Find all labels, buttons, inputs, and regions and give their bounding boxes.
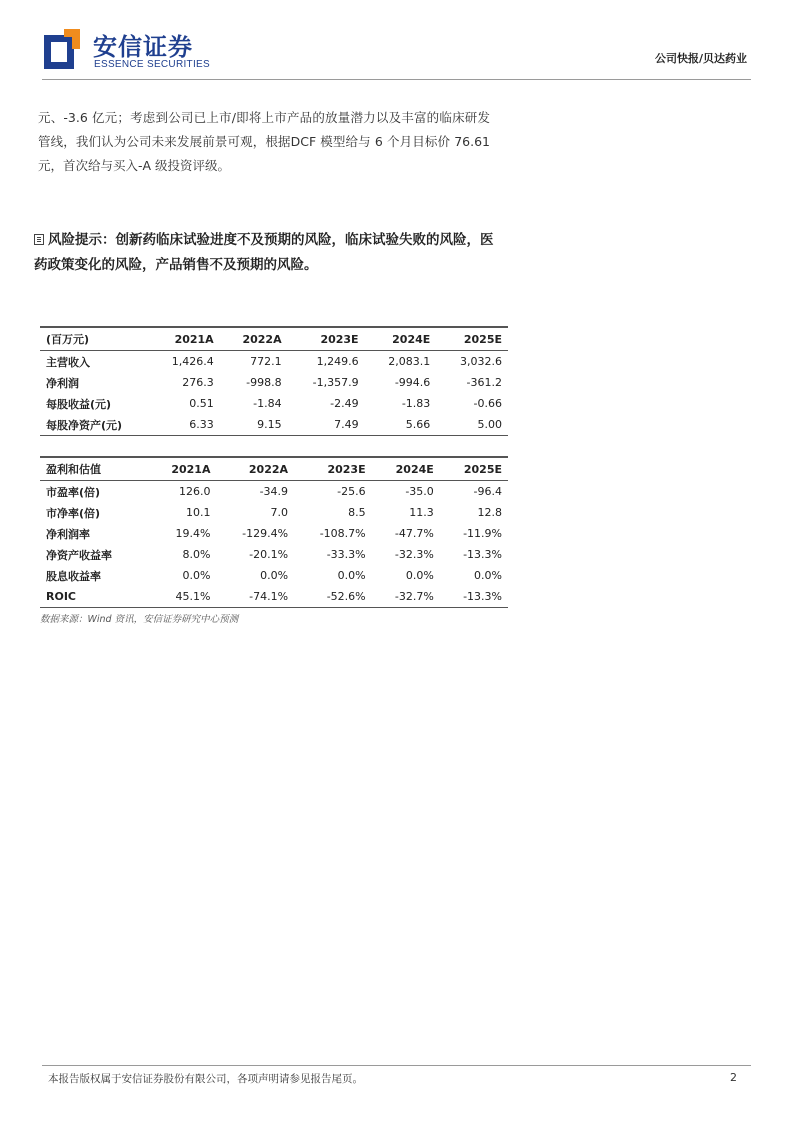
- body-paragraph: 元、-3.6 亿元；考虑到公司已上市/即将上市产品的放量潜力以及丰富的临床研发管线，我们认为公司未来发展前景可观，根据DCF 模型给与 6 个月目标价 76.61 元，首次给与买入-A 级投资评级。: [38, 110, 490, 173]
- table-cell: 8.0%: [182, 548, 211, 561]
- table-cell: 0.0%: [474, 569, 502, 582]
- table-cell: 5.66: [365, 414, 437, 436]
- table-header-cell: 2025E: [440, 457, 508, 481]
- table-cell: -0.66: [473, 397, 502, 410]
- table-header-cell: 2023E: [288, 327, 365, 351]
- table-cell: 772.1: [250, 355, 282, 368]
- table-cell: 每股收益(元): [46, 397, 112, 411]
- valuation-table: [40, 456, 508, 608]
- report-type: 公司快报/贝达药业: [654, 52, 747, 65]
- table-header-row: [40, 457, 508, 481]
- table-cell: 5.00: [436, 414, 508, 436]
- table-cell: 276.3: [182, 376, 214, 389]
- table-cell: -20.1%: [249, 548, 289, 561]
- table-row: [40, 544, 508, 565]
- table-cell: 0.0%: [337, 569, 366, 582]
- table-header-cell: (百万元): [40, 327, 148, 351]
- table-cell: -11.9%: [463, 527, 502, 540]
- data-source-note: 数据来源：Wind 资讯，安信证券研究中心预测: [40, 614, 239, 625]
- table-header-cell: 2023E: [294, 457, 372, 481]
- table-cell: -2.49: [330, 397, 359, 410]
- table-cell: 8.5: [348, 506, 366, 519]
- table-cell: -998.8: [246, 376, 282, 389]
- table-cell: ROIC: [40, 586, 148, 608]
- table-cell: 净资产收益率: [46, 548, 112, 562]
- table-cell: 0.0%: [260, 569, 289, 582]
- table-cell: -35.0: [405, 485, 434, 498]
- table-row: [40, 372, 508, 393]
- table-cell: -108.7%: [319, 527, 366, 540]
- table-cell: -1.84: [253, 397, 282, 410]
- risk-warning: [34, 228, 496, 278]
- table-cell: -25.6: [337, 485, 366, 498]
- table-cell: -34.9: [259, 485, 289, 498]
- footer-divider: [42, 1065, 751, 1066]
- brand-name-cn: 安信证券: [93, 33, 193, 61]
- table-cell: 7.0: [270, 506, 289, 519]
- table-header-cell: 2022A: [216, 457, 294, 481]
- table-cell: 2,083.1: [388, 355, 431, 368]
- table-cell: -52.6%: [294, 586, 372, 608]
- table-cell: 19.4%: [175, 527, 211, 540]
- table-row: [40, 393, 508, 414]
- table-cell: -13.3%: [440, 586, 508, 608]
- table-cell: -1,357.9: [312, 376, 359, 389]
- table-cell: -361.2: [466, 376, 502, 389]
- table-row: [40, 481, 508, 503]
- table-cell: 0.51: [189, 397, 214, 410]
- financial-summary-table: [40, 326, 508, 436]
- table-cell: -74.1%: [216, 586, 294, 608]
- table-header-cell: 2022A: [220, 327, 288, 351]
- table-row: [40, 502, 508, 523]
- table-cell: 126.0: [178, 485, 211, 498]
- table-row: [40, 523, 508, 544]
- table-cell: 市盈率(倍): [46, 485, 101, 499]
- table-cell: -32.7%: [372, 586, 440, 608]
- table-cell: -129.4%: [242, 527, 289, 540]
- brand-name-en: ESSENCE SECURITIES: [94, 59, 210, 70]
- table-cell: 1,249.6: [316, 355, 359, 368]
- table-cell: 6.33: [148, 414, 220, 436]
- page-number: 2: [730, 1071, 737, 1084]
- table-cell: 3,032.6: [460, 355, 502, 368]
- header-divider: [42, 79, 751, 80]
- table-cell: 净利润率: [46, 527, 90, 541]
- table-cell: -994.6: [394, 376, 431, 389]
- company-logo: [42, 27, 82, 71]
- table-cell: -96.4: [473, 485, 502, 498]
- table-row: [40, 351, 508, 373]
- table-row: [40, 586, 508, 608]
- table-cell: 7.49: [288, 414, 365, 436]
- table-cell: 0.0%: [405, 569, 434, 582]
- table-header-cell: 盈利和估值: [40, 457, 148, 481]
- table-header-cell: 2021A: [148, 327, 220, 351]
- table-cell: 1,426.4: [171, 355, 214, 368]
- table-cell: -47.7%: [394, 527, 434, 540]
- list-icon: [34, 234, 44, 245]
- table-cell: -1.83: [401, 397, 431, 410]
- table-cell: 9.15: [220, 414, 288, 436]
- table-cell: 净利润: [46, 376, 79, 390]
- table-cell: 每股净资产(元): [40, 414, 148, 436]
- table-cell: 10.1: [185, 506, 211, 519]
- footer-disclaimer: 本报告版权属于安信证券股份有限公司，各项声明请参见报告尾页。: [48, 1073, 363, 1085]
- table-cell: 市净率(倍): [46, 506, 101, 520]
- table-header-cell: 2021A: [148, 457, 216, 481]
- table-cell: -32.3%: [394, 548, 434, 561]
- table-cell: 主营收入: [46, 355, 90, 369]
- table-cell: 股息收益率: [46, 569, 101, 583]
- table-cell: 45.1%: [148, 586, 216, 608]
- table-cell: -33.3%: [326, 548, 366, 561]
- table-cell: 11.3: [409, 506, 434, 519]
- table-header-cell: 2024E: [365, 327, 437, 351]
- table-row: [40, 414, 508, 436]
- table-header-cell: 2024E: [372, 457, 440, 481]
- company-logo-mark: [42, 27, 82, 71]
- table-header-cell: 2025E: [436, 327, 508, 351]
- table-row: [40, 565, 508, 586]
- table-cell: -13.3%: [463, 548, 502, 561]
- risk-text: 风险提示：创新药临床试验进度不及预期的风险，临床试验失败的风险，医药政策变化的风险，产品销售不及预期的风险。: [34, 232, 494, 273]
- table-cell: 0.0%: [182, 569, 211, 582]
- table-cell: 12.8: [477, 506, 502, 519]
- table-header-row: [40, 327, 508, 351]
